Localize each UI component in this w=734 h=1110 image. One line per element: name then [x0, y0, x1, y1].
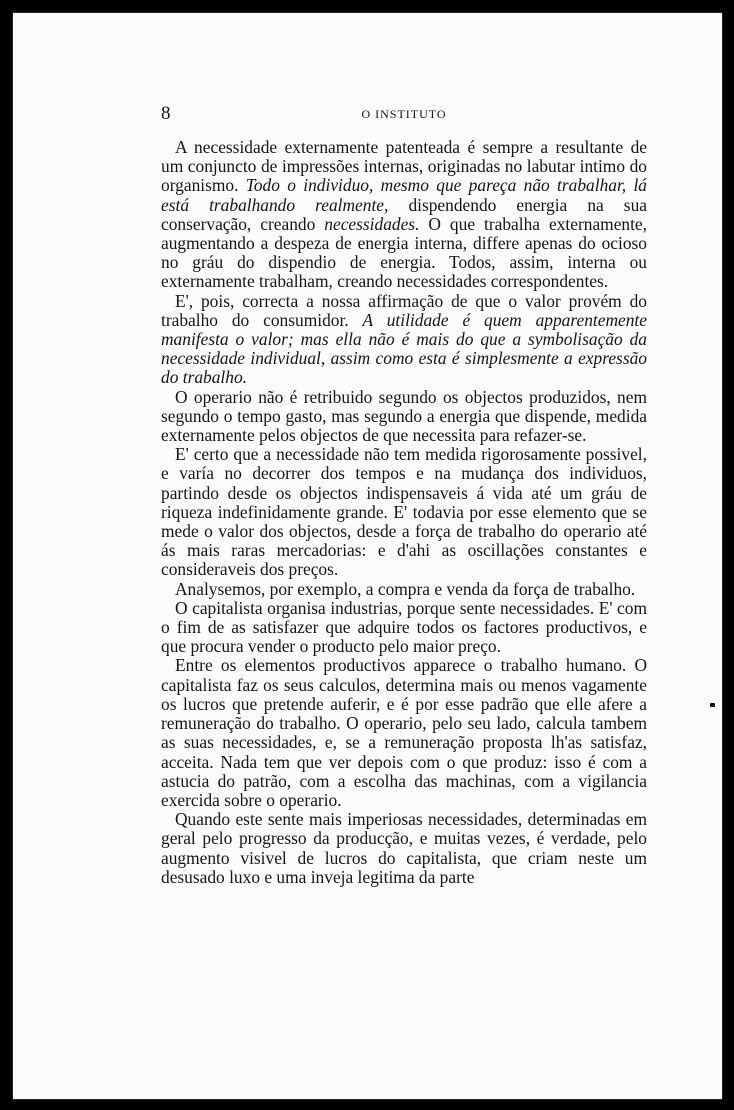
paragraph — [161, 580, 647, 599]
italic-text: Todo o individuo, mesmo que pareça não trabalhar, lá está trabalhando realmente, — [161, 175, 647, 215]
text-segment: Analysemos, por exemplo, a compra e venda da força de trabalho. — [175, 578, 636, 599]
page-number: 8 — [161, 103, 171, 124]
text-segment: dispendendo energia na sua conservação, creando — [161, 194, 647, 234]
italic-text: A utilidade é quem apparentemente manifesta o valor; mas ella não é mais do que a symbolisação da necessidade individual, assim como esta é simplesmente a expressão do trabalho. — [161, 309, 647, 388]
paragraph — [161, 388, 647, 446]
paragraph — [161, 445, 647, 579]
italic-text: necessidades. — [324, 213, 420, 234]
paragraph — [161, 810, 647, 887]
paragraph — [161, 292, 647, 388]
text-segment: Quando este sente mais imperiosas necessidades, determinadas em geral pelo progresso da producção, e muitas vezes, é verdade, pelo augmento visivel de lucros do capitalista, que criam neste um desusado luxo e uma inveja legitima da parte — [161, 809, 647, 887]
print-speck — [710, 703, 715, 707]
text-segment: E', pois, correcta a nossa affirmação de que o valor provém do trabalho do consumidor. — [161, 290, 647, 330]
text-segment: E' certo que a necessidade não tem medida rigorosamente possivel, e varía no decorrer dos tempos e na mudança dos individuos, partindo desde os objectos indispensaveis á vida até um gráu de riqueza indefinidamente grande. E' todavia por esse elemento que se mede o valor dos objectos, desde a força de trabalho do operario até ás mais raras mercadorias: e d'ahi as oscillações constantes e consideraveis dos preços. — [161, 444, 647, 580]
text-segment: Entre os elementos productivos apparece o trabalho humano. O capitalista faz os seus calculos, determina mais ou menos vagamente os lucros que pretende auferir, e é por esse padrão que elle afere a remuneração do trabalho. O operario, pelo seu lado, calcula tambem as suas necessidades, e, se a remuneração proposta lh'as satisfaz, acceita. Nada tem que ver depois com o que produz: isso é com a astucia do patrão, com a escolha das machinas, com a vigilancia exercida sobre o operario. — [161, 655, 647, 810]
book-page — [12, 12, 723, 1100]
text-segment: O que trabalha externamente, augmentando a despeza de energia interna, differe apenas do ocioso no gráu do dispendio de energia. Todos, assim, interna ou externamente trabalham, creando necessidades correspondentes. — [161, 213, 648, 292]
running-head — [161, 103, 647, 127]
text-segment: A necessidade externamente patenteada é sempre a resultante de um conjuncto de impressões internas, originadas no labutar intimo do organismo. — [161, 137, 647, 196]
paragraph — [161, 599, 647, 657]
text-segment: O capitalista organisa industrias, porque sente necessidades. E' com o fim de as satisfazer que adquire todos os factores productivos, e que procura vender o producto pelo maior preço. — [161, 597, 647, 657]
paragraph — [161, 656, 647, 810]
text-segment: O operario não é retribuido segundo os objectos produzidos, nem segundo o tempo gasto, mas segundo a energia que dispende, medida externamente pelos objectos de que necessita para refazer-se. — [161, 386, 647, 446]
running-title: O INSTITUTO — [361, 107, 447, 121]
body-text — [161, 138, 647, 887]
paragraph — [161, 138, 647, 292]
